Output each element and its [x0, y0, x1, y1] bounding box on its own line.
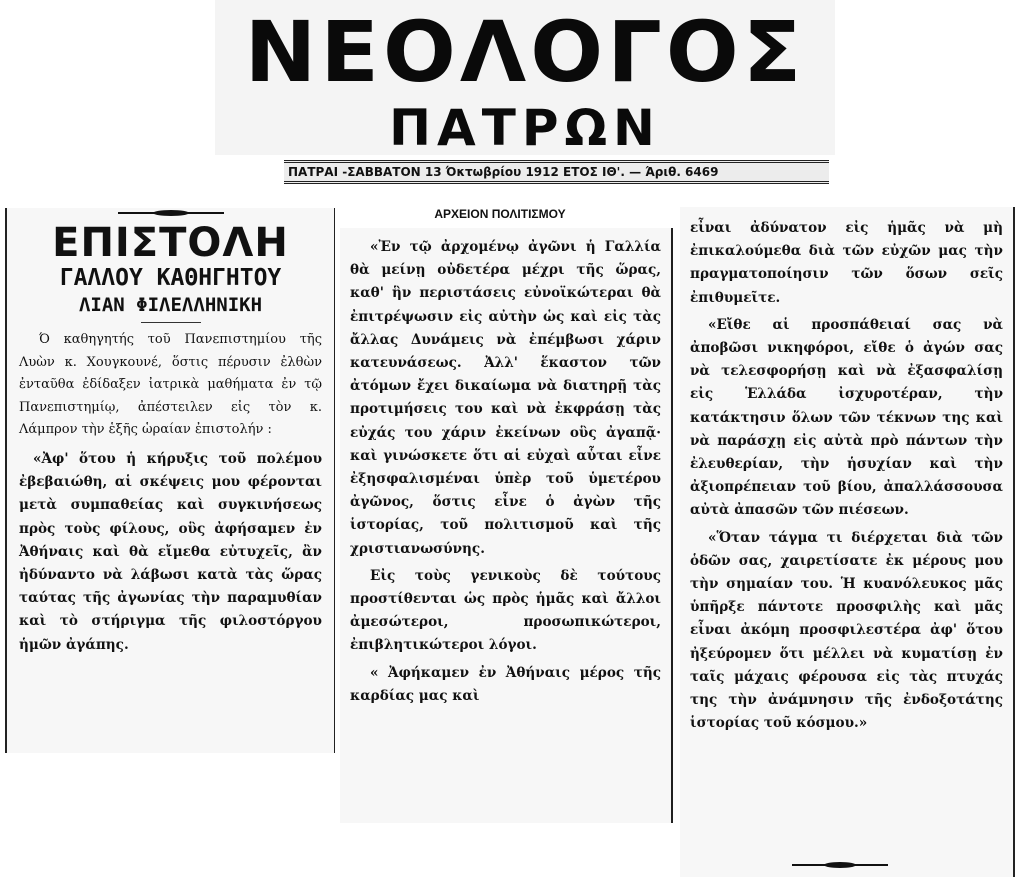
ornament-rule-icon — [116, 208, 226, 218]
paragraph: Ό καθηγητής τοῦ Πανεπιστημίου τῆς Λυὼν κ. Χουγκουνέ, ὅστις πέρυσιν ἐλθὼν ἐνταῦθα ἐδίδαξεν ἰατρικὰ μαθήματα ἐν τῷ Πανεπιστημίῳ, ἀπέστειλεν εἰς τὸν κ. Λάμπρον τὴν ἑξῆς ὡραίαν ἐπιστολήν : — [19, 332, 322, 438]
newspaper-subtitle: ΠΑΤΡΩΝ — [389, 99, 661, 157]
article-headline: ΕΠΙΣΤΟΛΗ — [52, 220, 289, 266]
paragraph: «Εἴθε αἱ προσπάθειαί σας νὰ ἀποβῶσι νικηφόροι, εἴθε ὁ ἀγών σας νὰ τελεσφορήσῃ καὶ νὰ ἐξασφαλίσῃ εἰς Ἑλλάδα ἰσχυροτέραν, τὴν κατάκτησιν ὅλων τῶν τέκνων της καὶ νὰ παράσχῃ εἰς αὐτὰ πρὸ πάντων τὴν ἐλευθερίαν, τὴν ἡσυχίαν καὶ τὴν ἀξιοπρέπειαν τοῦ βίου, ἀπαλλάσσουσα αὐτὰ ἀπασῶν τῶν πιέσεων. — [690, 316, 1003, 519]
end-ornament-icon — [790, 861, 890, 869]
article-column-2 — [340, 228, 673, 823]
paragraph: « Ἀφήκαμεν ἐν Ἀθήναις μέρος τῆς καρδίας μας καὶ — [350, 664, 661, 704]
article-subhead: ΓΑΛΛΟΥ ΚΑΘΗΓΗΤΟΥ — [59, 265, 282, 291]
article-column-1 — [5, 208, 335, 753]
paragraph: Εἰς τοὺς γενικοὺς δὲ τούτους προστίθενται ὡς πρὸς ἡμᾶς καὶ ἄλλοι ἀμεσώτεροι, προσωπικώτεροι, ἐπιβλητικώτεροι λόγοι. — [350, 567, 661, 654]
article-column-3 — [680, 207, 1015, 877]
archive-label: ΑΡΧΕΙΟΝ ΠΟΛΙΤΙΣΜΟΥ — [434, 207, 566, 221]
paragraph: εἶναι ἀδύνατον εἰς ἡμᾶς νὰ μὴ ἐπικαλούμεθα διὰ τῶν εὐχῶν μας τὴν πραγματοποίησιν τῶν ὅσων σεῖς ἐπιθυμεῖτε. — [690, 220, 1003, 306]
divider — [141, 322, 201, 323]
newspaper-title: ΝΕΟΛΟΓΟΣ — [244, 3, 806, 101]
paragraph: «Ἀφ' ὅτου ἡ κήρυξις τοῦ πολέμου ἐβεβαιώθη, αἱ σκέψεις μου φέρονται μετὰ συμπαθείας καὶ συγκινήσεως πρὸς τοὺς φίλους, οὓς ἀφήσαμεν ἐν Ἀθήναις καὶ θὰ εἴμεθα εὐτυχεῖς, ἂν ἠδύναντο νὰ λάβωσι κατὰ τὰς ὥρας ταύτας τῆς ἀγωνίας τὴν παραμυθίαν καὶ τὸ στήριγμα τῆς φιλοστόργου ἡμῶν ἀγάπης. — [19, 450, 322, 653]
article-subhead-2: ΛΙΑΝ ΦΙΛΕΛΛΗΝΙΚΗ — [78, 294, 263, 316]
paragraph: «Ὅταν τάγμα τι διέρχεται διὰ τῶν ὁδῶν σας, χαιρετίσατε ἐκ μέρους μου τὴν σημαίαν του. Ἡ κυανόλευκος μᾶς ὑπῆρξε πάντοτε προσφιλὴς καὶ μᾶς εἶναι ἀκόμη προσφιλεστέρα ἀφ' ὅτου ἠξεύρομεν ὅτι μέλλει νὰ κυματίσῃ ἐν ταῖς μάχαις φέρουσα εἰς τὰς πτυχάς της τὴν ἀνάμνησιν τῆς ἐνδοξοτάτης ἱστορίας τοῦ κόσμου.» — [690, 529, 1003, 732]
dateline: ΠΑΤΡΑΙ -ΣΑΒΒΑΤΟΝ 13 Όκτωβρίου 1912 ΕΤΟΣ ΙΘ'. — Άριθ. 6469 — [284, 160, 829, 184]
paragraph: «Ἐν τῷ ἀρχομένῳ ἀγῶνι ἡ Γαλλία θὰ μείνῃ οὐδετέρα μέχρι τῆς ὥρας, καθ' ἣν περιστάσεις εὐνοϊκώτεραι θὰ ἐπιτρέψωσιν εἰς αὐτὴν ὡς καὶ εἰς τὰς ἄλλας Δυνάμεις νὰ ἐπέμβωσι χάριν κατευνάσεως. Ἀλλ' ἕκαστον τῶν ἀτόμων ἔχει δικαίωμα νὰ διατηρῇ τὰς προτιμήσεις του καὶ νὰ ἐκφράσῃ τὰς εὐχάς του χάριν ἐκείνων οὓς ἀγαπᾷ· καὶ γινώσκετε ὅτι αἱ εὐχαὶ αὗται εἶνε ἐξησφαλισμέναι ὑπὲρ τοῦ ὑμετέρου ἀγῶνος, ὅστις εἶνε ὁ ἀγὼν τῆς ἱστορίας, τοῦ πολιτισμοῦ καὶ τῆς χριστιανωσύνης. — [350, 239, 661, 557]
masthead — [215, 0, 835, 155]
